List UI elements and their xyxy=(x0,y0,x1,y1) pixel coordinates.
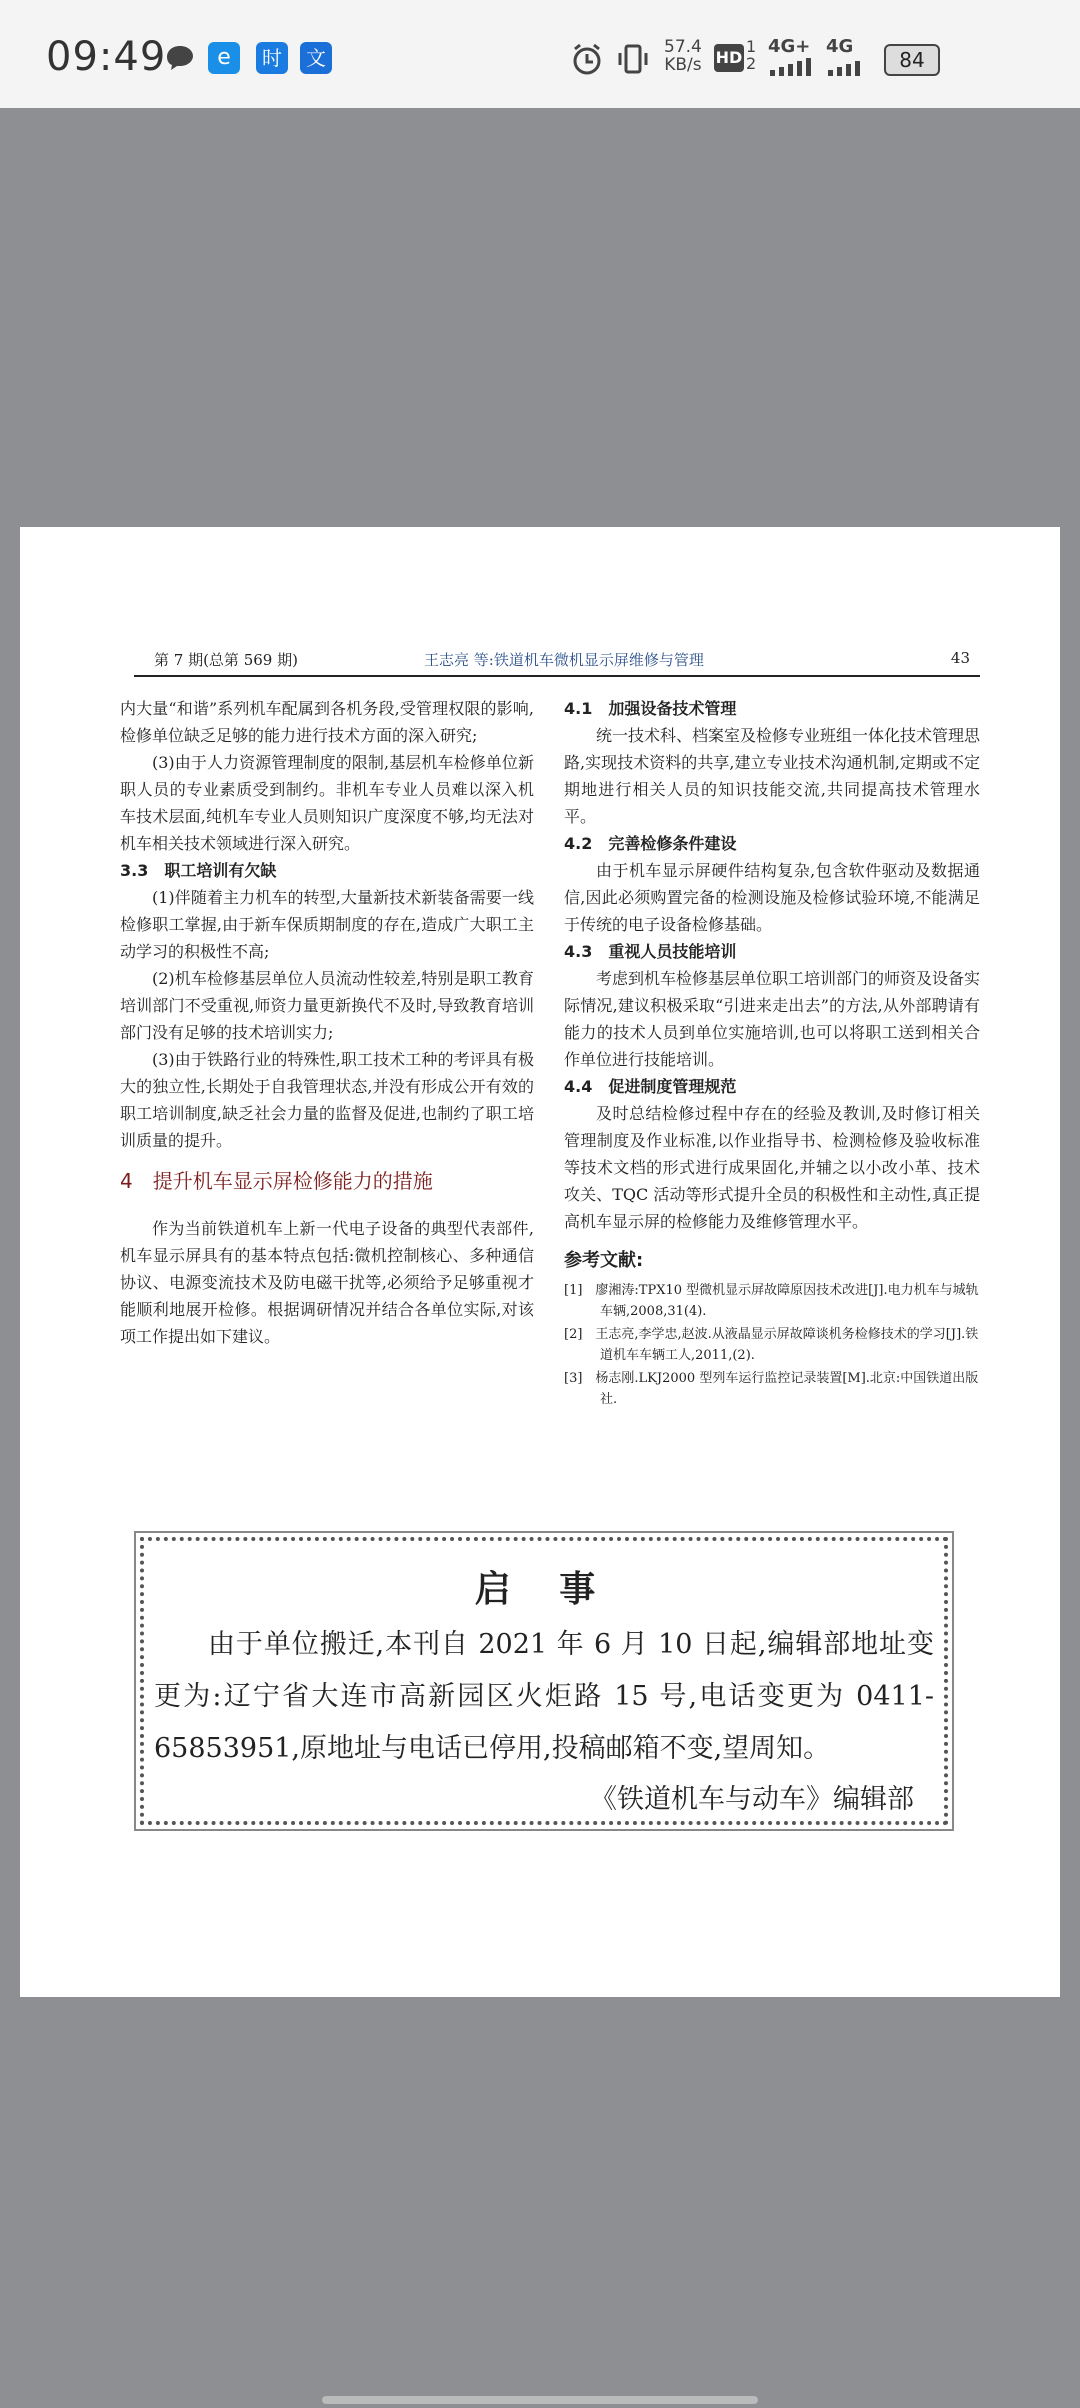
paragraph: 考虑到机车检修基层单位职工培训部门的师资及设备实际情况,建议积极采取“引进来走出去”的方法,从外部聘请有能力的技术人员到单位实施培训,也可以将职工送到相关合作单位进行技能培训。 xyxy=(564,969,981,1069)
notice-signature: 《铁道机车与动车》编辑部 xyxy=(590,1784,914,1815)
issue-label: 第 7 期(总第 569 期) xyxy=(154,651,298,669)
paragraph: 由于机车显示屏硬件结构复杂,包含软件驱动及数据通信,因此必须购置完备的检测设施及检修试验环境,不能满足于传统的电子设备检修基础。 xyxy=(564,861,980,934)
journal-page xyxy=(20,527,1060,1997)
signal2-icon xyxy=(826,58,872,76)
status-bar xyxy=(0,0,1080,108)
subsection-heading: 4.3 重视人员技能培训 xyxy=(564,942,737,961)
paragraph: 内大量“和谐”系列机车配属到各机务段,受管理权限的影响,检修单位缺乏足够的能力进行技术方面的深入研究; xyxy=(120,699,534,745)
paragraph: (1)伴随着主力机车的转型,大量新技术新装备需要一线检修职工掌握,由于新车保质期制度的存在,造成广大职工主动学习的积极性不高; xyxy=(120,888,534,961)
right-column xyxy=(564,695,980,1412)
page-number: 43 xyxy=(950,649,970,667)
subsection-heading: 4.1 加强设备技术管理 xyxy=(564,699,737,718)
sim2: 2 xyxy=(746,54,757,73)
references-list xyxy=(564,1280,980,1410)
notice-title: 启 事 xyxy=(474,1568,614,1610)
article-title: 王志亮 等:铁道机车微机显示屏维修与管理 xyxy=(424,651,704,669)
browser-icon: e xyxy=(208,42,240,74)
home-indicator[interactable] xyxy=(322,2396,758,2404)
battery-indicator: 84 xyxy=(884,44,940,76)
hd-badge: HD xyxy=(714,44,744,72)
net-speed-unit: KB/s xyxy=(664,55,702,75)
reference-item: [2] 王志亮,李学忠,赵波.从液晶显示屏故障谈机务检修技术的学习[J].铁道机车车辆工人,2011,(2). xyxy=(564,1327,979,1363)
reference-item: [3] 杨志刚.LKJ2000 型列车运行监控记录装置[M].北京:中国铁道出版社. xyxy=(564,1371,979,1407)
sim1: 1 xyxy=(746,37,757,56)
paragraph: (2)机车检修基层单位人员流动性较差,特别是职工教育培训部门不受重视,师资力量更新换代不及时,导致教育培训部门没有足够的技术培训实力; xyxy=(120,969,534,1042)
alarm-icon xyxy=(570,42,604,76)
net-speed-value: 57.4 xyxy=(664,37,702,57)
left-column xyxy=(120,695,534,1350)
references-title: 参考文献: xyxy=(564,1250,644,1271)
chat-bubble-icon xyxy=(164,42,196,74)
document-page xyxy=(20,527,1060,1997)
net-speed xyxy=(664,38,702,74)
paragraph: (3)由于铁路行业的特殊性,职工技术工种的考评具有极大的独立性,长期处于自我管理状态,并没有形成公开有效的职工培训制度,缺乏社会力量的监督及促进,也制约了职工培训质量的提升。 xyxy=(120,1050,534,1150)
paragraph: 作为当前铁道机车上新一代电子设备的典型代表部件,机车显示屏具有的基本特点包括:微机控制核心、多种通信协议、电源变流技术及防电磁干扰等,必须给予足够重视才能顺利地展开检修。根据调研情况并结合各单位实际,对该项工作提出如下建议。 xyxy=(120,1219,534,1346)
subsection-heading: 4.4 促进制度管理规范 xyxy=(564,1077,737,1096)
translate-app-icon: 文 xyxy=(300,42,332,74)
reference-item: [1] 廖湘涛:TPX10 型微机显示屏故障原因技术改进[J].电力机车与城轨车辆,2008,31(4). xyxy=(564,1283,979,1319)
paragraph: (3)由于人力资源管理制度的限制,基层机车检修单位新职人员的专业素质受到制约。非机车专业人员难以深入机车技术层面,纯机车专业人员则知识广度深度不够,均无法对机车相关技术领域进行深入研究。 xyxy=(120,753,534,853)
signal1-icon xyxy=(768,58,814,76)
sim-slots xyxy=(746,38,756,72)
section-heading: 4 提升机车显示屏检修能力的措施 xyxy=(120,1169,433,1193)
paragraph: 统一技术科、档案室及检修专业班组一体化技术管理思路,实现技术资料的共享,建立专业技术沟通机制,定期或不定期地进行相关人员的知识技能交流,共同提高技术管理水平。 xyxy=(564,726,981,826)
vibrate-icon xyxy=(616,42,650,76)
paragraph: 及时总结检修过程中存在的经验及教训,及时修订相关管理制度及作业标准,以作业指导书、检测检修及验收标准等技术文档的形式进行成果固化,并辅之以小改小革、技术攻关、TQC 活动等形式提升全员的积极性和主动性,真正提高机车显示屏的检修能力及维修管理水平。 xyxy=(564,1104,980,1231)
notice-box xyxy=(140,1537,948,1825)
status-time: 09:49 xyxy=(46,34,167,80)
running-header xyxy=(134,649,980,677)
subsection-heading: 4.2 完善检修条件建设 xyxy=(564,834,737,853)
net2-label: 4G xyxy=(826,36,854,57)
shi-app-icon: 时 xyxy=(256,42,288,74)
subsection-heading: 3.3 职工培训有欠缺 xyxy=(120,861,277,880)
notice-body: 由于单位搬迁,本刊自 2021 年 6 月 10 日起,编辑部地址变更为:辽宁省大连市高新园区火炬路 15 号,电话变更为 0411-65853951,原地址与电话已停用,投稿邮箱不变,望周知。 xyxy=(154,1629,934,1764)
net1-label: 4G+ xyxy=(768,36,811,57)
